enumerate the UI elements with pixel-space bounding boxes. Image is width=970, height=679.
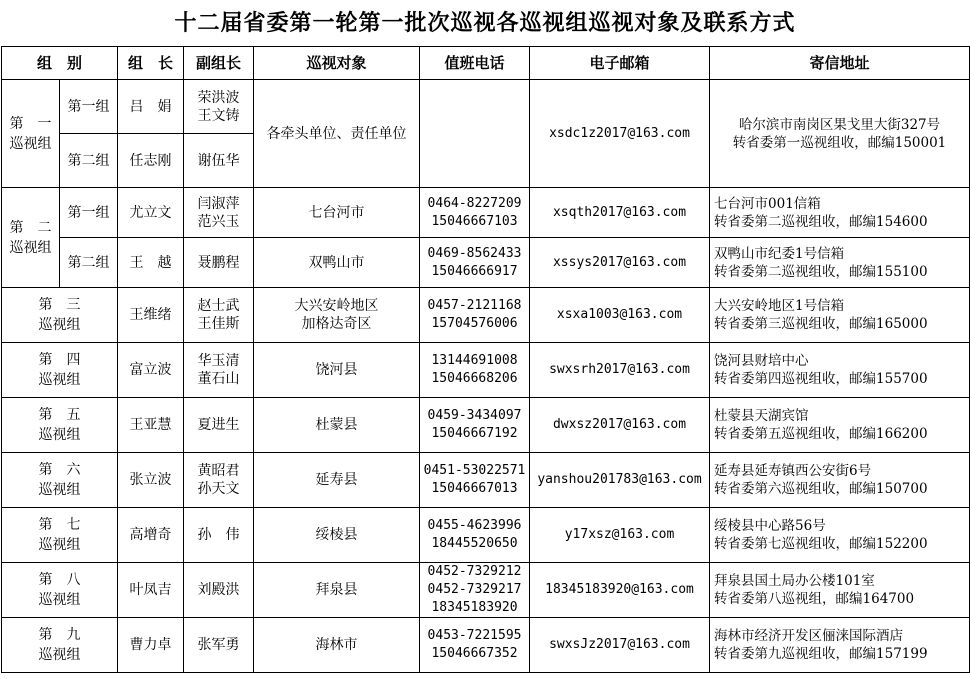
header-leader: 组 长: [118, 47, 184, 80]
deputy-cell: 荣洪波 王文铸: [184, 80, 254, 134]
target-cell: 海林市: [254, 618, 420, 673]
group-cell: 第 九 巡视组: [2, 618, 118, 673]
group-cell: 第 五 巡视组: [2, 398, 118, 453]
phone-cell: 0452-7329212 0452-7329217 18345183920: [420, 563, 530, 618]
header-phone: 值班电话: [420, 47, 530, 80]
table-row: [2, 238, 970, 288]
phone-cell: 0469-8562433 15046666917: [420, 238, 530, 288]
phone-cell: 13144691008 15046668206: [420, 343, 530, 398]
deputy-cell: 孙 伟: [184, 508, 254, 563]
deputy-cell: 华玉清 董石山: [184, 343, 254, 398]
address-cell: 杜蒙县天湖宾馆 转省委第五巡视组收，邮编166200: [710, 398, 970, 453]
table-row: [2, 563, 970, 618]
target-cell: 饶河县: [254, 343, 420, 398]
phone-cell: 0451-53022571 15046667013: [420, 453, 530, 508]
target-cell: 七台河市: [254, 188, 420, 238]
header-target: 巡视对象: [254, 47, 420, 80]
leader-cell: 王 越: [118, 238, 184, 288]
subgroup-cell: 第一组: [60, 80, 118, 134]
table-row: [2, 80, 970, 134]
group-cell: 第 四 巡视组: [2, 343, 118, 398]
phone-cell: [420, 80, 530, 188]
table-row: [2, 343, 970, 398]
target-cell: 双鸭山市: [254, 238, 420, 288]
group-cell: 第 三 巡视组: [2, 288, 118, 343]
target-cell: 各牵头单位、责任单位: [254, 80, 420, 188]
phone-cell: 0455-4623996 18445520650: [420, 508, 530, 563]
address-cell: 大兴安岭地区1号信箱 转省委第三巡视组收，邮编165000: [710, 288, 970, 343]
leader-cell: 尤立文: [118, 188, 184, 238]
header-group: 组 别: [2, 47, 118, 80]
header-email: 电子邮箱: [530, 47, 710, 80]
header-address: 寄信地址: [710, 47, 970, 80]
deputy-cell: 聂鹏程: [184, 238, 254, 288]
deputy-cell: 黄昭君 孙天文: [184, 453, 254, 508]
table-row: [2, 288, 970, 343]
header-row: [2, 47, 970, 80]
target-cell: 拜泉县: [254, 563, 420, 618]
subgroup-cell: 第二组: [60, 134, 118, 188]
leader-cell: 张立波: [118, 453, 184, 508]
leader-cell: 富立波: [118, 343, 184, 398]
contact-table: [1, 46, 970, 673]
email-cell[interactable]: y17xsz@163.com: [530, 508, 710, 563]
email-cell[interactable]: dwxsz2017@163.com: [530, 398, 710, 453]
group-cell: 第 七 巡视组: [2, 508, 118, 563]
leader-cell: 王亚慧: [118, 398, 184, 453]
leader-cell: 任志刚: [118, 134, 184, 188]
email-cell[interactable]: swxsrh2017@163.com: [530, 343, 710, 398]
table-row: [2, 453, 970, 508]
leader-cell: 王维绪: [118, 288, 184, 343]
page-title: 十二届省委第一轮第一批次巡视各巡视组巡视对象及联系方式: [174, 10, 796, 36]
table-row: [2, 188, 970, 238]
group-cell: 第 一 巡视组: [2, 80, 60, 188]
phone-cell: 0457-2121168 15704576006: [420, 288, 530, 343]
address-cell: 双鸭山市纪委1号信箱 转省委第二巡视组收，邮编155100: [710, 238, 970, 288]
leader-cell: 曹力卓: [118, 618, 184, 673]
email-cell[interactable]: swxsJz2017@163.com: [530, 618, 710, 673]
email-cell[interactable]: 18345183920@163.com: [530, 563, 710, 618]
target-cell: 大兴安岭地区 加格达奇区: [254, 288, 420, 343]
target-cell: 绥棱县: [254, 508, 420, 563]
header-deputy: 副组长: [184, 47, 254, 80]
table-row: [2, 398, 970, 453]
address-cell: 海林市经济开发区俪涞国际酒店 转省委第九巡视组收，邮编157199: [710, 618, 970, 673]
deputy-cell: 谢伍华: [184, 134, 254, 188]
group-cell: 第 六 巡视组: [2, 453, 118, 508]
group-cell: 第 二 巡视组: [2, 188, 60, 288]
leader-cell: 叶凤吉: [118, 563, 184, 618]
address-cell: 哈尔滨市南岗区果戈里大街327号 转省委第一巡视组收，邮编150001: [710, 80, 970, 188]
phone-cell: 0453-7221595 15046667352: [420, 618, 530, 673]
target-cell: 延寿县: [254, 453, 420, 508]
deputy-cell: 闫淑萍 范兴玉: [184, 188, 254, 238]
deputy-cell: 赵士武 王佳斯: [184, 288, 254, 343]
table-row: [2, 508, 970, 563]
email-cell[interactable]: xsqth2017@163.com: [530, 188, 710, 238]
group-cell: 第 八 巡视组: [2, 563, 118, 618]
address-cell: 绥棱县中心路56号 转省委第七巡视组收，邮编152200: [710, 508, 970, 563]
subgroup-cell: 第一组: [60, 188, 118, 238]
email-cell[interactable]: xsdc1z2017@163.com: [530, 80, 710, 188]
table-row: [2, 618, 970, 673]
phone-cell: 0464-8227209 15046667103: [420, 188, 530, 238]
email-cell[interactable]: yanshou201783@163.com: [530, 453, 710, 508]
deputy-cell: 夏进生: [184, 398, 254, 453]
subgroup-cell: 第二组: [60, 238, 118, 288]
email-cell[interactable]: xssys2017@163.com: [530, 238, 710, 288]
deputy-cell: 刘殿洪: [184, 563, 254, 618]
leader-cell: 高增奇: [118, 508, 184, 563]
phone-cell: 0459-3434097 15046667192: [420, 398, 530, 453]
deputy-cell: 张军勇: [184, 618, 254, 673]
address-cell: 饶河县财培中心 转省委第四巡视组收，邮编155700: [710, 343, 970, 398]
address-cell: 七台河市001信箱 转省委第二巡视组收，邮编154600: [710, 188, 970, 238]
leader-cell: 吕 娟: [118, 80, 184, 134]
email-cell[interactable]: xsxa1003@163.com: [530, 288, 710, 343]
target-cell: 杜蒙县: [254, 398, 420, 453]
address-cell: 拜泉县国土局办公楼101室 转省委第八巡视组，邮编164700: [710, 563, 970, 618]
address-cell: 延寿县延寿镇西公安街6号 转省委第六巡视组收，邮编150700: [710, 453, 970, 508]
